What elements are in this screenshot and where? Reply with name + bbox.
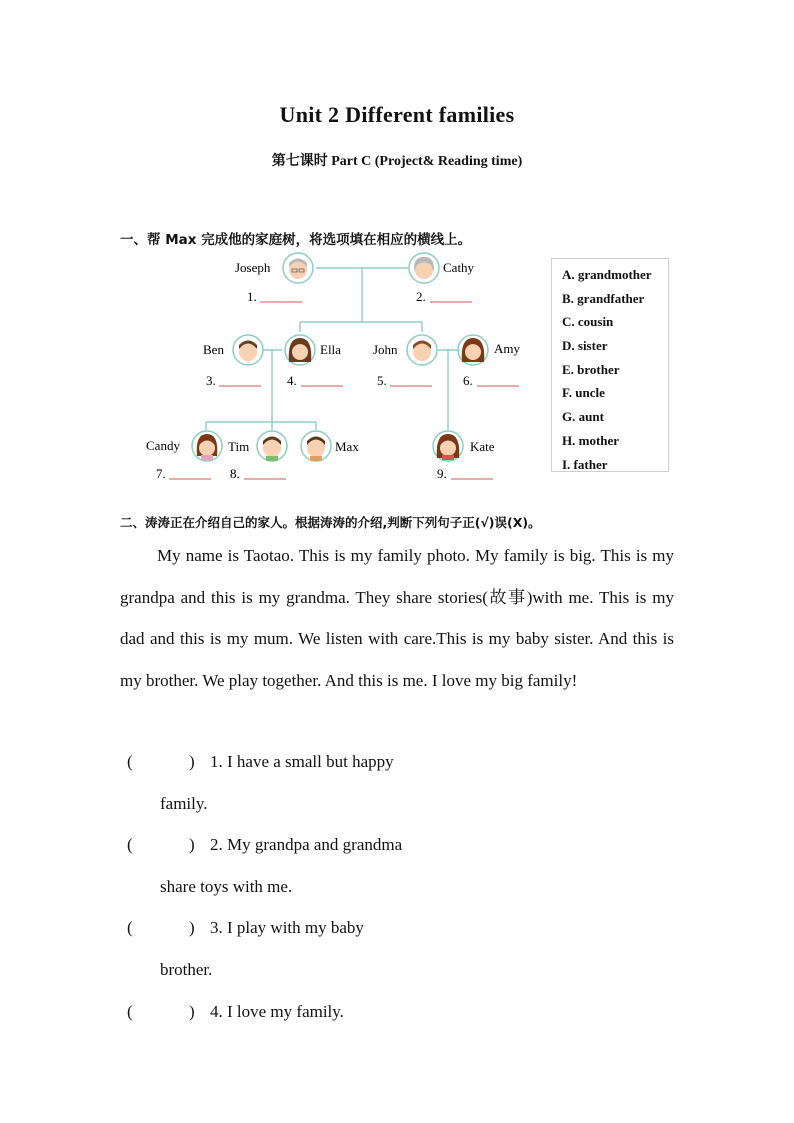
name-joseph: Joseph <box>235 260 271 275</box>
avatar-amy <box>458 335 488 365</box>
name-cathy: Cathy <box>443 260 475 275</box>
passage-text: My name is Taotao. This is my family photo. My family is big. This is my grandpa and this is my grandma. They share stories(故事)with me. This is my dad and this is my mum. We listen with care.This is my baby sister. And this is my brother. We play together. And this is me. I love my big family! <box>120 546 674 690</box>
name-candy: Candy <box>146 438 180 453</box>
option-g: G. aunt <box>562 409 604 425</box>
name-ben: Ben <box>203 342 224 357</box>
question-2-continued: share toys with me. <box>160 877 293 896</box>
name-tim: Tim <box>228 439 250 454</box>
name-max: Max <box>335 439 359 454</box>
blank-label-8: 8. <box>230 466 240 481</box>
question-text: 1. I have a small but happy <box>210 752 394 771</box>
question-text: 3. I play with my baby <box>210 918 364 937</box>
option-d: D. sister <box>562 338 608 354</box>
name-john: John <box>373 342 398 357</box>
answer-paren-close: ) <box>189 918 195 937</box>
question-3-continued: brother. <box>160 960 213 979</box>
avatar-tim <box>257 431 287 461</box>
answer-paren-close: ) <box>189 835 195 854</box>
avatar-kate <box>433 431 463 461</box>
question-1-continued: family. <box>160 794 208 813</box>
blank-label-3: 3. <box>206 373 216 388</box>
family-tree <box>120 250 550 490</box>
section1-title: 一、帮 Max 完成他的家庭树，将选项填在相应的横线上。 <box>120 232 472 248</box>
avatar-ben <box>233 335 263 365</box>
blank-label-2: 2. <box>416 289 426 304</box>
answer-paren-close: ) <box>189 752 195 771</box>
options-box <box>551 258 669 472</box>
blank-label-5: 5. <box>377 373 387 388</box>
option-e: E. brother <box>562 361 620 377</box>
avatar-ella <box>285 335 315 365</box>
name-ella: Ella <box>320 342 341 357</box>
page-subtitle: 第七课时 Part C (Project& Reading time) <box>271 154 523 169</box>
reading-passage <box>120 535 674 701</box>
blank-label-7: 7. <box>156 466 166 481</box>
option-i: I. father <box>562 456 608 472</box>
avatar-candy <box>192 431 222 461</box>
blank-label-6: 6. <box>463 373 473 388</box>
option-h: H. mother <box>562 432 620 448</box>
blank-label-4: 4. <box>287 373 297 388</box>
answer-paren-open: ( <box>127 1002 133 1021</box>
answer-paren-open: ( <box>127 918 133 937</box>
option-c: C. cousin <box>562 314 614 330</box>
question-text: 2. My grandpa and grandma <box>210 835 403 854</box>
answer-paren-close: ) <box>189 1002 195 1021</box>
avatar-cathy <box>409 253 439 283</box>
name-kate: Kate <box>470 439 495 454</box>
option-b: B. grandfather <box>562 290 645 306</box>
blank-label-1: 1. <box>247 289 257 304</box>
answer-paren-open: ( <box>127 752 133 771</box>
blank-label-9: 9. <box>437 466 447 481</box>
option-a: A. grandmother <box>562 267 652 282</box>
section2-title: 二、涛涛正在介绍自己的家人。根据涛涛的介绍,判断下列句子正(√)误(X)。 <box>120 515 541 530</box>
avatar-max <box>301 431 331 461</box>
question-text: 4. I love my family. <box>210 1002 344 1021</box>
avatar-john <box>407 335 437 365</box>
option-f: F. uncle <box>562 385 605 401</box>
avatar-joseph <box>283 253 313 283</box>
page-title: Unit 2 Different families <box>279 102 515 127</box>
answer-paren-open: ( <box>127 835 133 854</box>
name-amy: Amy <box>494 341 520 356</box>
